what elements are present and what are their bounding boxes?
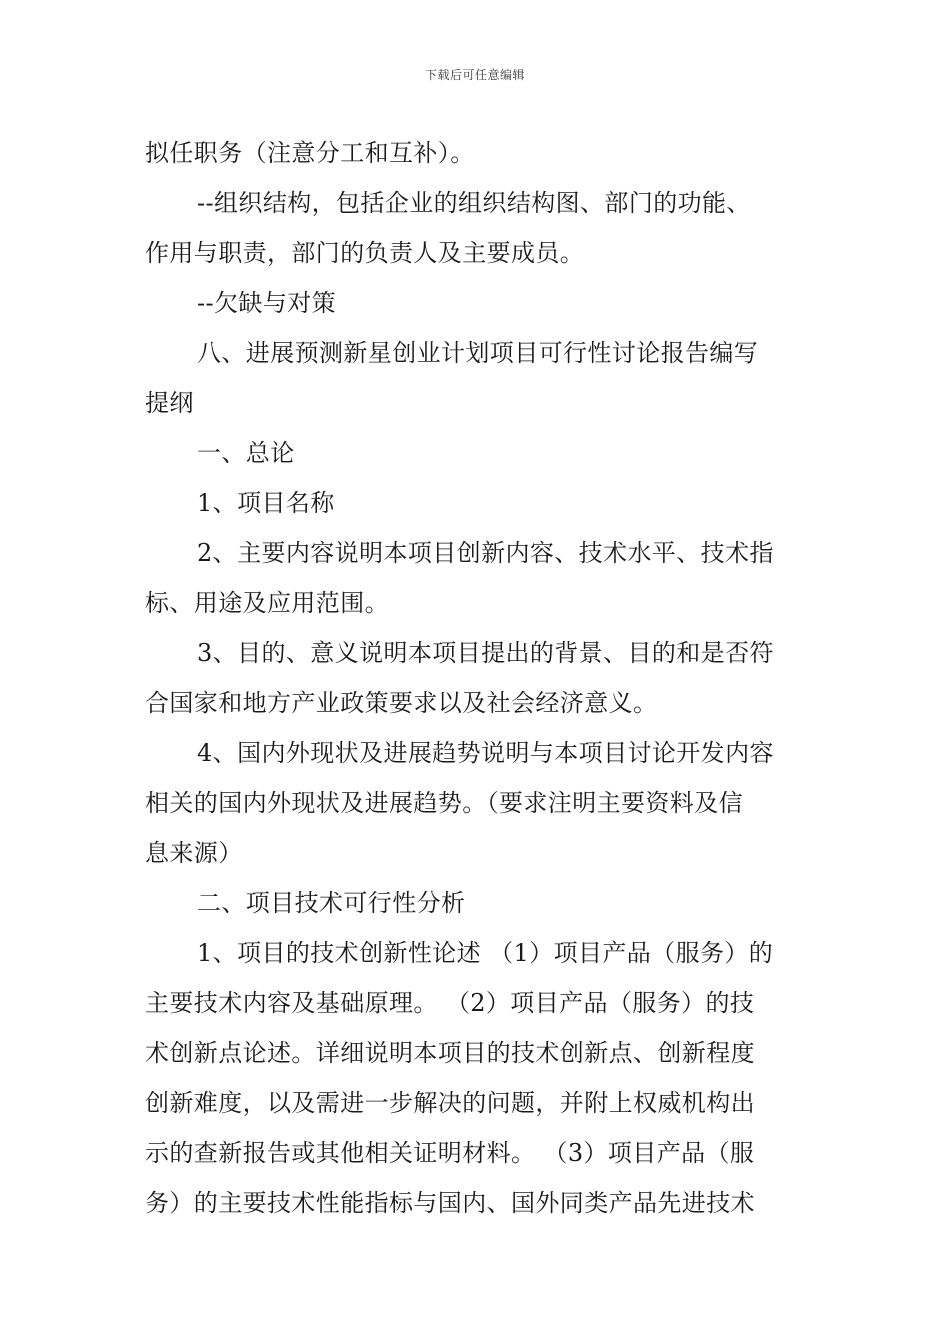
text-line: 4、国内外现状及进展趋势说明与本项目讨论开发内容 xyxy=(197,739,774,767)
text-line: 1、项目的技术创新性论述 （1）项目产品（服务）的 xyxy=(197,939,774,967)
text-line: 合国家和地方产业政策要求以及社会经济意义。 xyxy=(145,689,658,717)
text-line: --组织结构，包括企业的组织结构图、部门的功能、 xyxy=(197,189,751,217)
text-line: 息来源） xyxy=(145,839,243,867)
text-line: 3、目的、意义说明本项目提出的背景、目的和是否符 xyxy=(197,639,774,667)
section-heading: 二、项目技术可行性分析 xyxy=(197,889,466,917)
text-line: 相关的国内外现状及进展趋势。（要求注明主要资料及信 xyxy=(145,789,743,817)
text-line: 术创新点论述。详细说明本项目的技术创新点、创新程度 xyxy=(145,1039,755,1067)
section-heading: 八、进展预测新星创业计划项目可行性讨论报告编写 xyxy=(197,339,759,367)
text-line: --欠缺与对策 xyxy=(197,289,337,317)
text-line: 1、项目名称 xyxy=(197,489,335,517)
text-line: 务）的主要技术性能指标与国内、国外同类产品先进技术 xyxy=(145,1189,755,1217)
text-line: 标、用途及应用范围。 xyxy=(145,589,389,617)
section-heading: 提纲 xyxy=(145,389,194,417)
section-heading: 一、总论 xyxy=(197,439,295,467)
text-line: 拟任职务（注意分工和互补）。 xyxy=(145,139,475,167)
page-header-note: 下载后可任意编辑 xyxy=(424,68,525,82)
text-line: 主要技术内容及基础原理。 （2）项目产品（服务）的技 xyxy=(145,989,755,1017)
document-body xyxy=(145,128,810,1228)
text-line: 2、主要内容说明本项目创新内容、技术水平、技术指 xyxy=(197,539,774,567)
text-line: 作用与职责，部门的负责人及主要成员。 xyxy=(145,239,585,267)
text-line: 示的查新报告或其他相关证明材料。 （3）项目产品（服 xyxy=(145,1139,755,1167)
text-line: 创新难度，以及需进一步解决的问题，并附上权威机构出 xyxy=(145,1089,755,1117)
